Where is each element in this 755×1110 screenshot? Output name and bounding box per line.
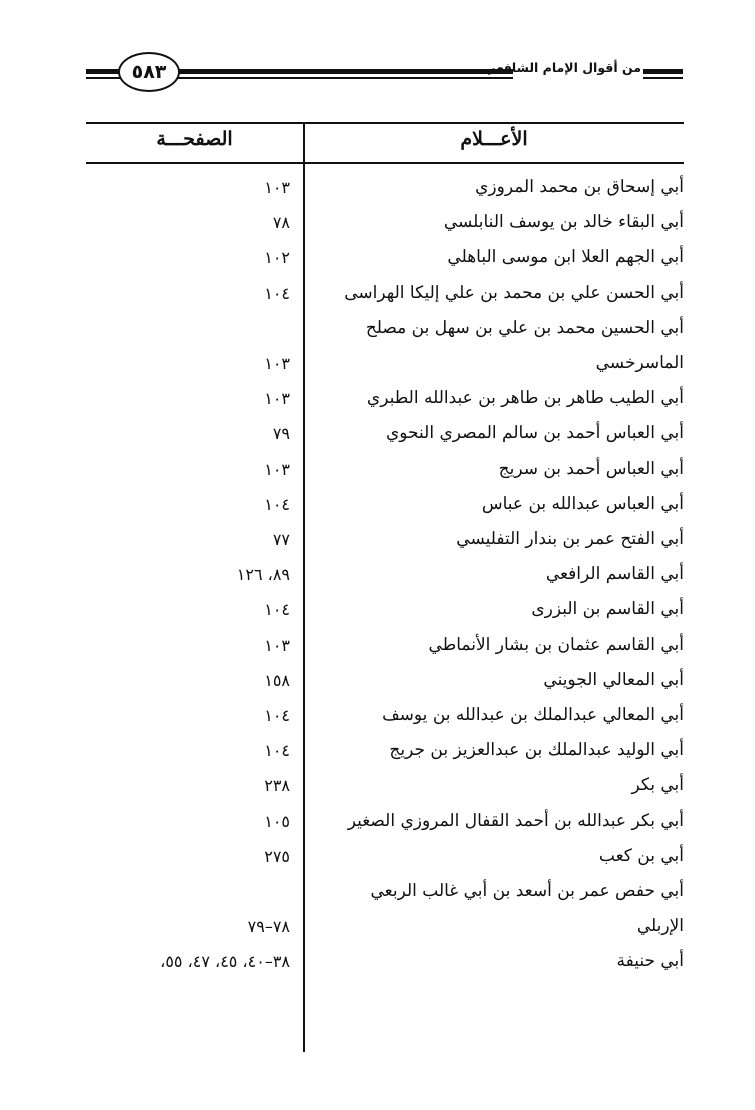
entry-pages: ٧٨–٧٩	[247, 917, 290, 937]
index-row	[86, 663, 684, 698]
entry-name: أبي بكر عبدالله بن أحمد القفال المروزي الصغير	[347, 810, 684, 831]
header-rule-middle-thick	[172, 69, 513, 74]
index-row	[86, 487, 684, 522]
index-row	[86, 381, 684, 416]
index-row	[86, 416, 684, 451]
entry-pages: ١٠٥	[264, 811, 290, 831]
entry-name: أبي القاسم الرافعي	[545, 564, 684, 585]
entry-name: أبي القاسم بن البزرى	[531, 599, 684, 620]
entry-name: أبي الجهم العلا ابن موسى الباهلي	[447, 247, 684, 268]
index-row	[86, 452, 684, 487]
index-row	[86, 804, 684, 839]
index-row	[86, 311, 684, 346]
entry-name: أبي المعالي الجويني	[543, 669, 684, 690]
header-rule-right-thick	[643, 69, 683, 74]
index-row	[86, 170, 684, 205]
entry-name: أبي القاسم عثمان بن بشار الأنماطي	[428, 634, 684, 655]
header-rule-middle-thin	[172, 77, 513, 79]
entry-pages: ٨٩، ١٢٦	[236, 565, 290, 585]
index-row	[86, 874, 684, 909]
entry-pages	[86, 874, 290, 909]
header-rule-right-thin	[643, 77, 683, 79]
page-number: ٥٨٣	[131, 61, 167, 83]
entry-name: أبي حفص عمر بن أسعد بن أبي غالب الربعي	[370, 881, 684, 901]
index-row	[86, 557, 684, 592]
index-row	[86, 839, 684, 874]
entry-name: أبي العباس أحمد بن سالم المصري النحوي	[385, 423, 684, 444]
index-row	[86, 240, 684, 275]
entry-pages: ١٠٣	[264, 389, 290, 409]
running-book-title: من أقوال الإمام الشافعي	[484, 60, 641, 75]
entry-pages: ٣٨–٤٠، ٤٥، ٤٧، ٥٥،	[160, 952, 290, 972]
entry-pages: ٧٧	[272, 530, 290, 549]
index-row	[86, 346, 684, 381]
index-row	[86, 205, 684, 240]
entry-pages: ١٥٨	[264, 670, 290, 690]
entry-name: الماسرخسي	[595, 353, 684, 373]
entry-name: أبي حنيفة	[616, 951, 684, 972]
index-row	[86, 276, 684, 311]
header-rule-left-thin	[86, 77, 122, 79]
entry-name: أبي الفتح عمر بن بندار التفليسي	[456, 529, 684, 549]
entry-pages: ١٠٤	[264, 494, 290, 514]
index-row	[86, 733, 684, 768]
entry-pages: ٧٩	[272, 424, 290, 444]
entry-name: أبي المعالي عبدالملك بن عبدالله بن يوسف	[382, 705, 684, 725]
index-row	[86, 768, 684, 803]
index-row	[86, 522, 684, 557]
entry-name: أبي الحسين محمد بن علي بن سهل بن مصلح	[365, 317, 684, 338]
index-row	[86, 698, 684, 733]
column-header-pages: الصفحـــة	[156, 128, 233, 150]
entry-name: أبي بكر	[631, 775, 684, 796]
entry-pages: ١٠٢	[264, 248, 290, 268]
entry-pages: ١٠٤	[264, 706, 290, 725]
entry-pages: ٧٨	[272, 213, 290, 233]
entry-pages: ١٠٣	[264, 635, 290, 655]
index-row	[86, 592, 684, 627]
entry-pages: ١٠٤	[264, 741, 290, 761]
entry-name: الإربلي	[636, 916, 684, 937]
table-header-rule	[86, 162, 684, 164]
entry-name: أبي بن كعب	[598, 845, 684, 866]
header-rule-left-thick	[86, 69, 122, 74]
entry-name: أبي إسحاق بن محمد المروزي	[475, 177, 684, 197]
entry-name: أبي العباس عبدالله بن عباس	[481, 493, 684, 514]
entry-name: أبي الطيب طاهر بن طاهر بن عبدالله الطبري	[366, 388, 684, 409]
entry-pages: ١٠٣	[264, 178, 290, 197]
index-row	[86, 628, 684, 663]
page-number-oval	[118, 52, 180, 92]
entry-pages: ١٠٤	[264, 600, 290, 620]
index-row	[86, 909, 684, 944]
entry-pages: ١٠٣	[264, 354, 290, 373]
entry-pages: ٢٧٥	[264, 846, 290, 866]
entry-name: أبي العباس أحمد بن سريج	[498, 458, 684, 479]
index-row	[86, 944, 684, 979]
column-header-names: الأعـــلام	[460, 128, 528, 150]
entry-name: أبي الوليد عبدالملك بن عبدالعزيز بن جريج	[389, 740, 684, 761]
entry-pages	[86, 311, 290, 346]
entry-pages: ٢٣٨	[264, 776, 290, 796]
entry-pages: ١٠٤	[264, 283, 290, 303]
entry-name: أبي البقاء خالد بن يوسف النابلسي	[443, 212, 684, 233]
entry-name: أبي الحسن علي بن محمد بن علي إليكا الهراسى	[344, 282, 684, 303]
entry-pages: ١٠٣	[264, 459, 290, 479]
table-top-rule	[86, 122, 684, 124]
